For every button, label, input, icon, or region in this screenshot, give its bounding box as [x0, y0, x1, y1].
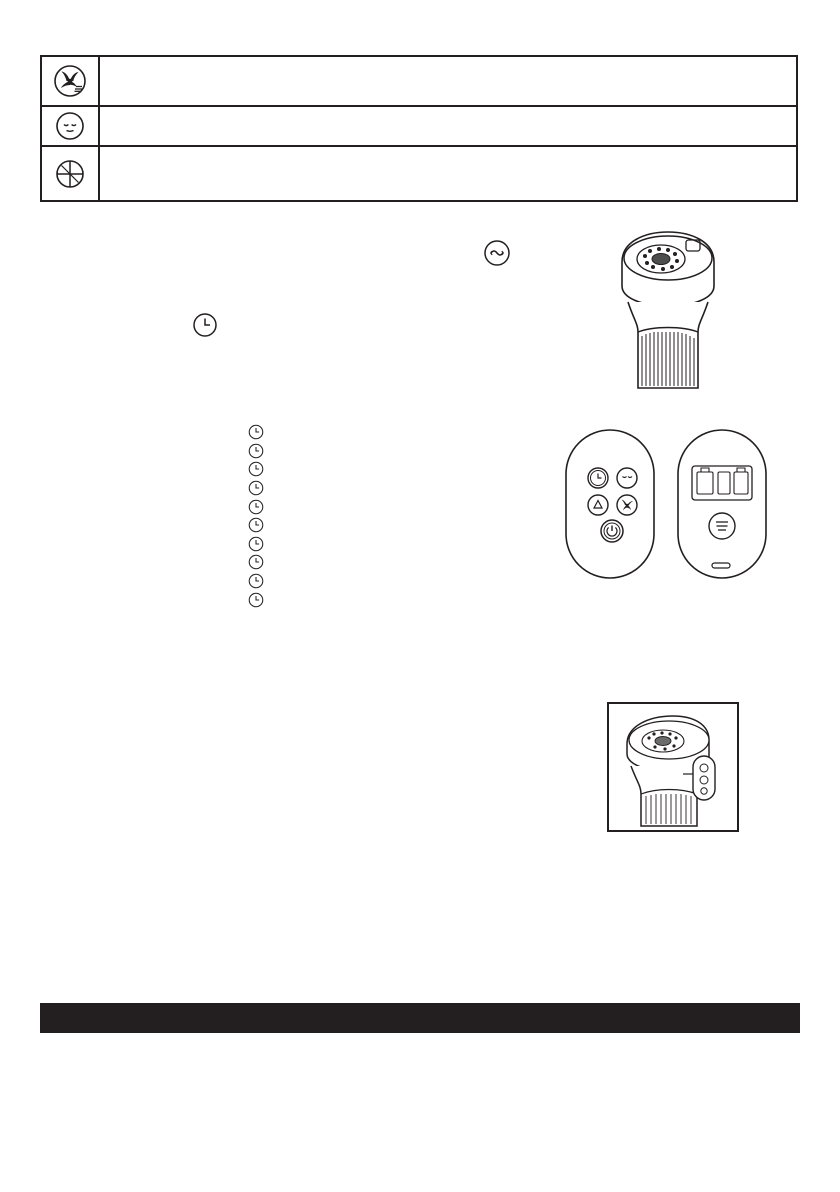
natural-wind-icon-cell — [42, 57, 100, 105]
timer-icon — [248, 499, 264, 515]
list-item — [248, 572, 548, 591]
list-item — [248, 516, 548, 535]
timer-icon — [248, 536, 264, 552]
list-item — [248, 460, 548, 479]
timer-icon — [248, 461, 264, 477]
tower-fan-illustration — [604, 228, 732, 393]
timer-icon — [248, 424, 264, 440]
section-banner — [40, 1003, 800, 1033]
oscillation-icon — [54, 158, 86, 190]
natural-wind-description — [100, 57, 796, 105]
mode-description-table — [40, 55, 798, 202]
table-row — [42, 107, 796, 147]
sleep-mode-icon-cell — [42, 107, 100, 145]
list-item — [248, 479, 548, 498]
sleep-mode-description — [100, 107, 796, 145]
timer-icon — [248, 573, 264, 589]
timer-icon — [248, 443, 264, 459]
remote-control-illustration — [560, 420, 778, 590]
list-item — [248, 442, 548, 461]
sleep-mode-icon — [55, 111, 85, 141]
table-row — [42, 147, 796, 200]
list-item — [248, 423, 548, 442]
list-item — [248, 497, 548, 516]
list-item — [248, 535, 548, 554]
table-row — [42, 57, 796, 107]
timer-icon — [248, 480, 264, 496]
oscillation-icon-cell — [42, 147, 100, 200]
timer-icon — [248, 592, 264, 608]
list-item — [248, 553, 548, 572]
timer-icon — [192, 312, 218, 338]
timer-icon — [248, 517, 264, 533]
remote-storage-illustration — [607, 702, 739, 832]
oscillation-description — [100, 147, 796, 200]
timer-icon — [248, 554, 264, 570]
list-item — [248, 590, 548, 609]
natural-wind-icon — [53, 64, 87, 98]
timer-options-list — [248, 423, 548, 609]
oscillation-button-icon — [483, 239, 511, 267]
